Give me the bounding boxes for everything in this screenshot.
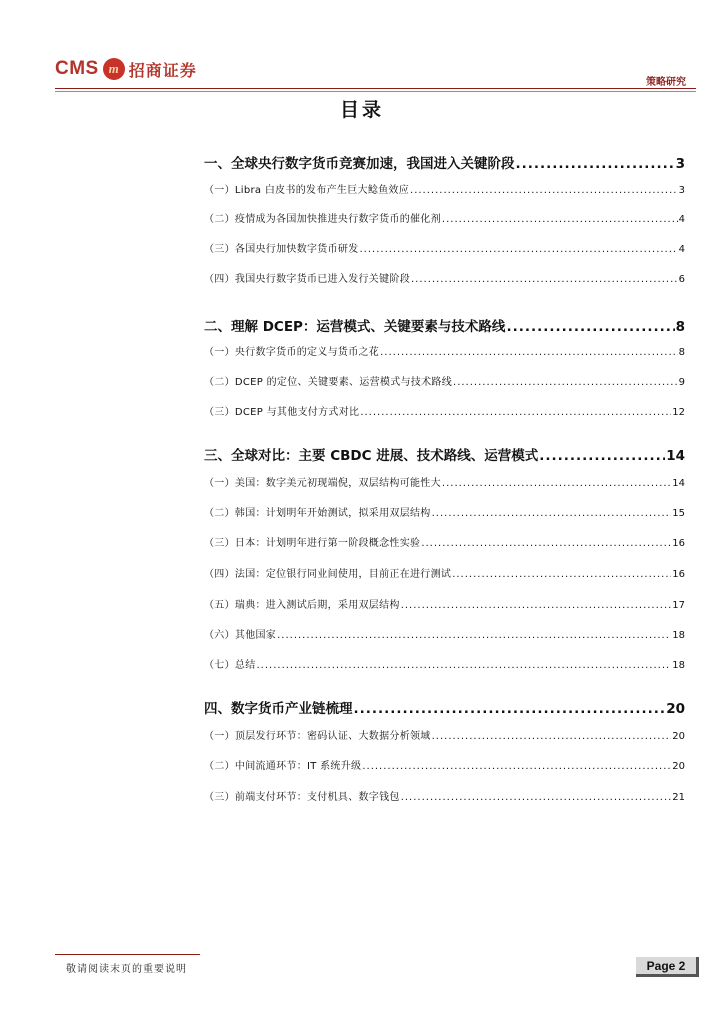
toc-leader-dots — [539, 448, 665, 464]
toc-entry-page: 15 — [672, 508, 685, 519]
toc-section-entry[interactable] — [204, 240, 685, 255]
toc-section-entry[interactable] — [204, 504, 685, 519]
toc-chapter-entry[interactable] — [204, 315, 685, 335]
toc-chapter-entry[interactable] — [204, 152, 685, 172]
toc-entry-label: （一）Libra 白皮书的发布产生巨大鲶鱼效应 — [204, 185, 410, 196]
toc-entry-label: （一）央行数字货币的定义与货币之花 — [204, 347, 380, 358]
page-header — [0, 0, 724, 100]
toc-section-entry[interactable] — [204, 181, 685, 196]
toc-leader-dots — [432, 508, 672, 519]
toc-section-entry[interactable] — [204, 757, 685, 772]
toc-section-entry[interactable] — [204, 210, 685, 225]
toc-chapter-entry[interactable] — [204, 697, 685, 717]
toc-entry-label: （五）瑞典：进入测试后期，采用双层结构 — [204, 600, 400, 611]
toc-entry-page: 8 — [678, 347, 685, 358]
toc-leader-dots — [410, 185, 678, 196]
toc-entry-page: 18 — [672, 630, 685, 641]
header-rule-thin — [55, 91, 696, 92]
toc-leader-dots — [362, 761, 671, 772]
footer-disclaimer: 敬请阅读末页的重要说明 — [66, 964, 187, 975]
logo-company-name: 招商证券 — [128, 60, 197, 80]
toc-entry-page: 4 — [678, 244, 685, 255]
toc-leader-dots — [432, 731, 672, 742]
toc-entry-label: （四）我国央行数字货币已进入发行关键阶段 — [204, 274, 410, 285]
toc-entry-page: 16 — [672, 538, 685, 549]
toc-entry-label: （六）其他国家 — [204, 630, 277, 641]
toc-entry-page: 3 — [678, 185, 685, 196]
toc-section-entry[interactable] — [204, 343, 685, 358]
toc-entry-page: 18 — [672, 660, 685, 671]
toc-entry-label: （四）法国：定位银行同业间使用，目前正在进行测试 — [204, 569, 452, 580]
header-rule — [55, 88, 696, 89]
toc-section-entry[interactable] — [204, 626, 685, 641]
toc-section-entry[interactable] — [204, 373, 685, 388]
toc-entry-page: 20 — [672, 731, 685, 742]
logo-cms-text: CMS — [55, 58, 99, 79]
toc-entry-label: （二）疫情成为各国加快推进央行数字货币的催化剂 — [204, 214, 441, 225]
toc-entry-label: 四、数字货币产业链梳理 — [204, 701, 353, 717]
toc-entry-label: （二）韩国：计划明年开始测试，拟采用双层结构 — [204, 508, 431, 519]
toc-section-entry[interactable] — [204, 534, 685, 549]
toc-leader-dots — [421, 538, 671, 549]
toc-entry-page: 14 — [672, 478, 685, 489]
toc-leader-dots — [453, 377, 678, 388]
toc-entry-label: （三）DCEP 与其他支付方式对比 — [204, 407, 360, 418]
toc-leader-dots — [516, 156, 675, 172]
cms-logo — [55, 56, 197, 82]
toc-entry-label: （一）美国：数字美元初现端倪，双层结构可能性大 — [204, 478, 441, 489]
toc-entry-page: 12 — [672, 407, 685, 418]
toc-leader-dots — [354, 701, 666, 717]
toc-entry-label: 一、全球央行数字货币竞赛加速，我国进入关键阶段 — [204, 156, 515, 172]
toc-leader-dots — [452, 569, 671, 580]
toc-entry-page: 4 — [678, 214, 685, 225]
toc-leader-dots — [360, 407, 671, 418]
toc-entry-label: （三）前端支付环节：支付机具、数字钱包 — [204, 792, 400, 803]
toc-entry-page: 17 — [672, 600, 685, 611]
toc-leader-dots — [360, 244, 678, 255]
toc-entry-page: 8 — [675, 319, 685, 335]
toc-entry-label: （三）各国央行加快数字货币研发 — [204, 244, 359, 255]
toc-entry-page: 6 — [678, 274, 685, 285]
toc-section-entry[interactable] — [204, 403, 685, 418]
toc-section-entry[interactable] — [204, 270, 685, 285]
logo-mark-icon: m — [103, 58, 125, 80]
page-number-badge: Page 2 — [636, 957, 699, 977]
toc-section-entry[interactable] — [204, 656, 685, 671]
toc-entry-label: （一）顶层发行环节：密码认证、大数据分析领域 — [204, 731, 431, 742]
toc-chapter-entry[interactable] — [204, 444, 685, 464]
toc-section-entry[interactable] — [204, 596, 685, 611]
toc-leader-dots — [506, 319, 674, 335]
toc-leader-dots — [277, 630, 671, 641]
toc-entry-label: 三、全球对比：主要 CBDC 进展、技术路线、运营模式 — [204, 448, 539, 464]
toc-entry-page: 14 — [666, 448, 685, 464]
toc-entry-page: 21 — [672, 792, 685, 803]
toc-entry-page: 20 — [666, 701, 685, 717]
toc-leader-dots — [380, 347, 678, 358]
toc-entry-page: 9 — [678, 377, 685, 388]
toc-title: 目录 — [339, 99, 384, 121]
toc-entry-label: 二、理解 DCEP：运营模式、关键要素与技术路线 — [204, 319, 506, 335]
footer-rule — [55, 954, 200, 955]
toc-entry-label: （二）DCEP 的定位、关键要素、运营模式与技术路线 — [204, 377, 453, 388]
toc-leader-dots — [442, 214, 678, 225]
toc-entry-page: 20 — [672, 761, 685, 772]
toc-leader-dots — [257, 660, 672, 671]
toc-entry-label: （二）中间流通环节：IT 系统升级 — [204, 761, 362, 772]
toc-entry-label: （七）总结 — [204, 660, 256, 671]
report-section-label: 策略研究 — [646, 77, 686, 88]
toc-leader-dots — [401, 792, 672, 803]
toc-section-entry[interactable] — [204, 788, 685, 803]
toc-leader-dots — [411, 274, 678, 285]
toc-section-entry[interactable] — [204, 727, 685, 742]
toc-entry-page: 3 — [675, 156, 685, 172]
toc-entry-label: （三）日本：计划明年进行第一阶段概念性实验 — [204, 538, 421, 549]
toc-section-entry[interactable] — [204, 565, 685, 580]
toc-leader-dots — [401, 600, 672, 611]
toc-entry-page: 16 — [672, 569, 685, 580]
toc-section-entry[interactable] — [204, 474, 685, 489]
toc-leader-dots — [442, 478, 671, 489]
